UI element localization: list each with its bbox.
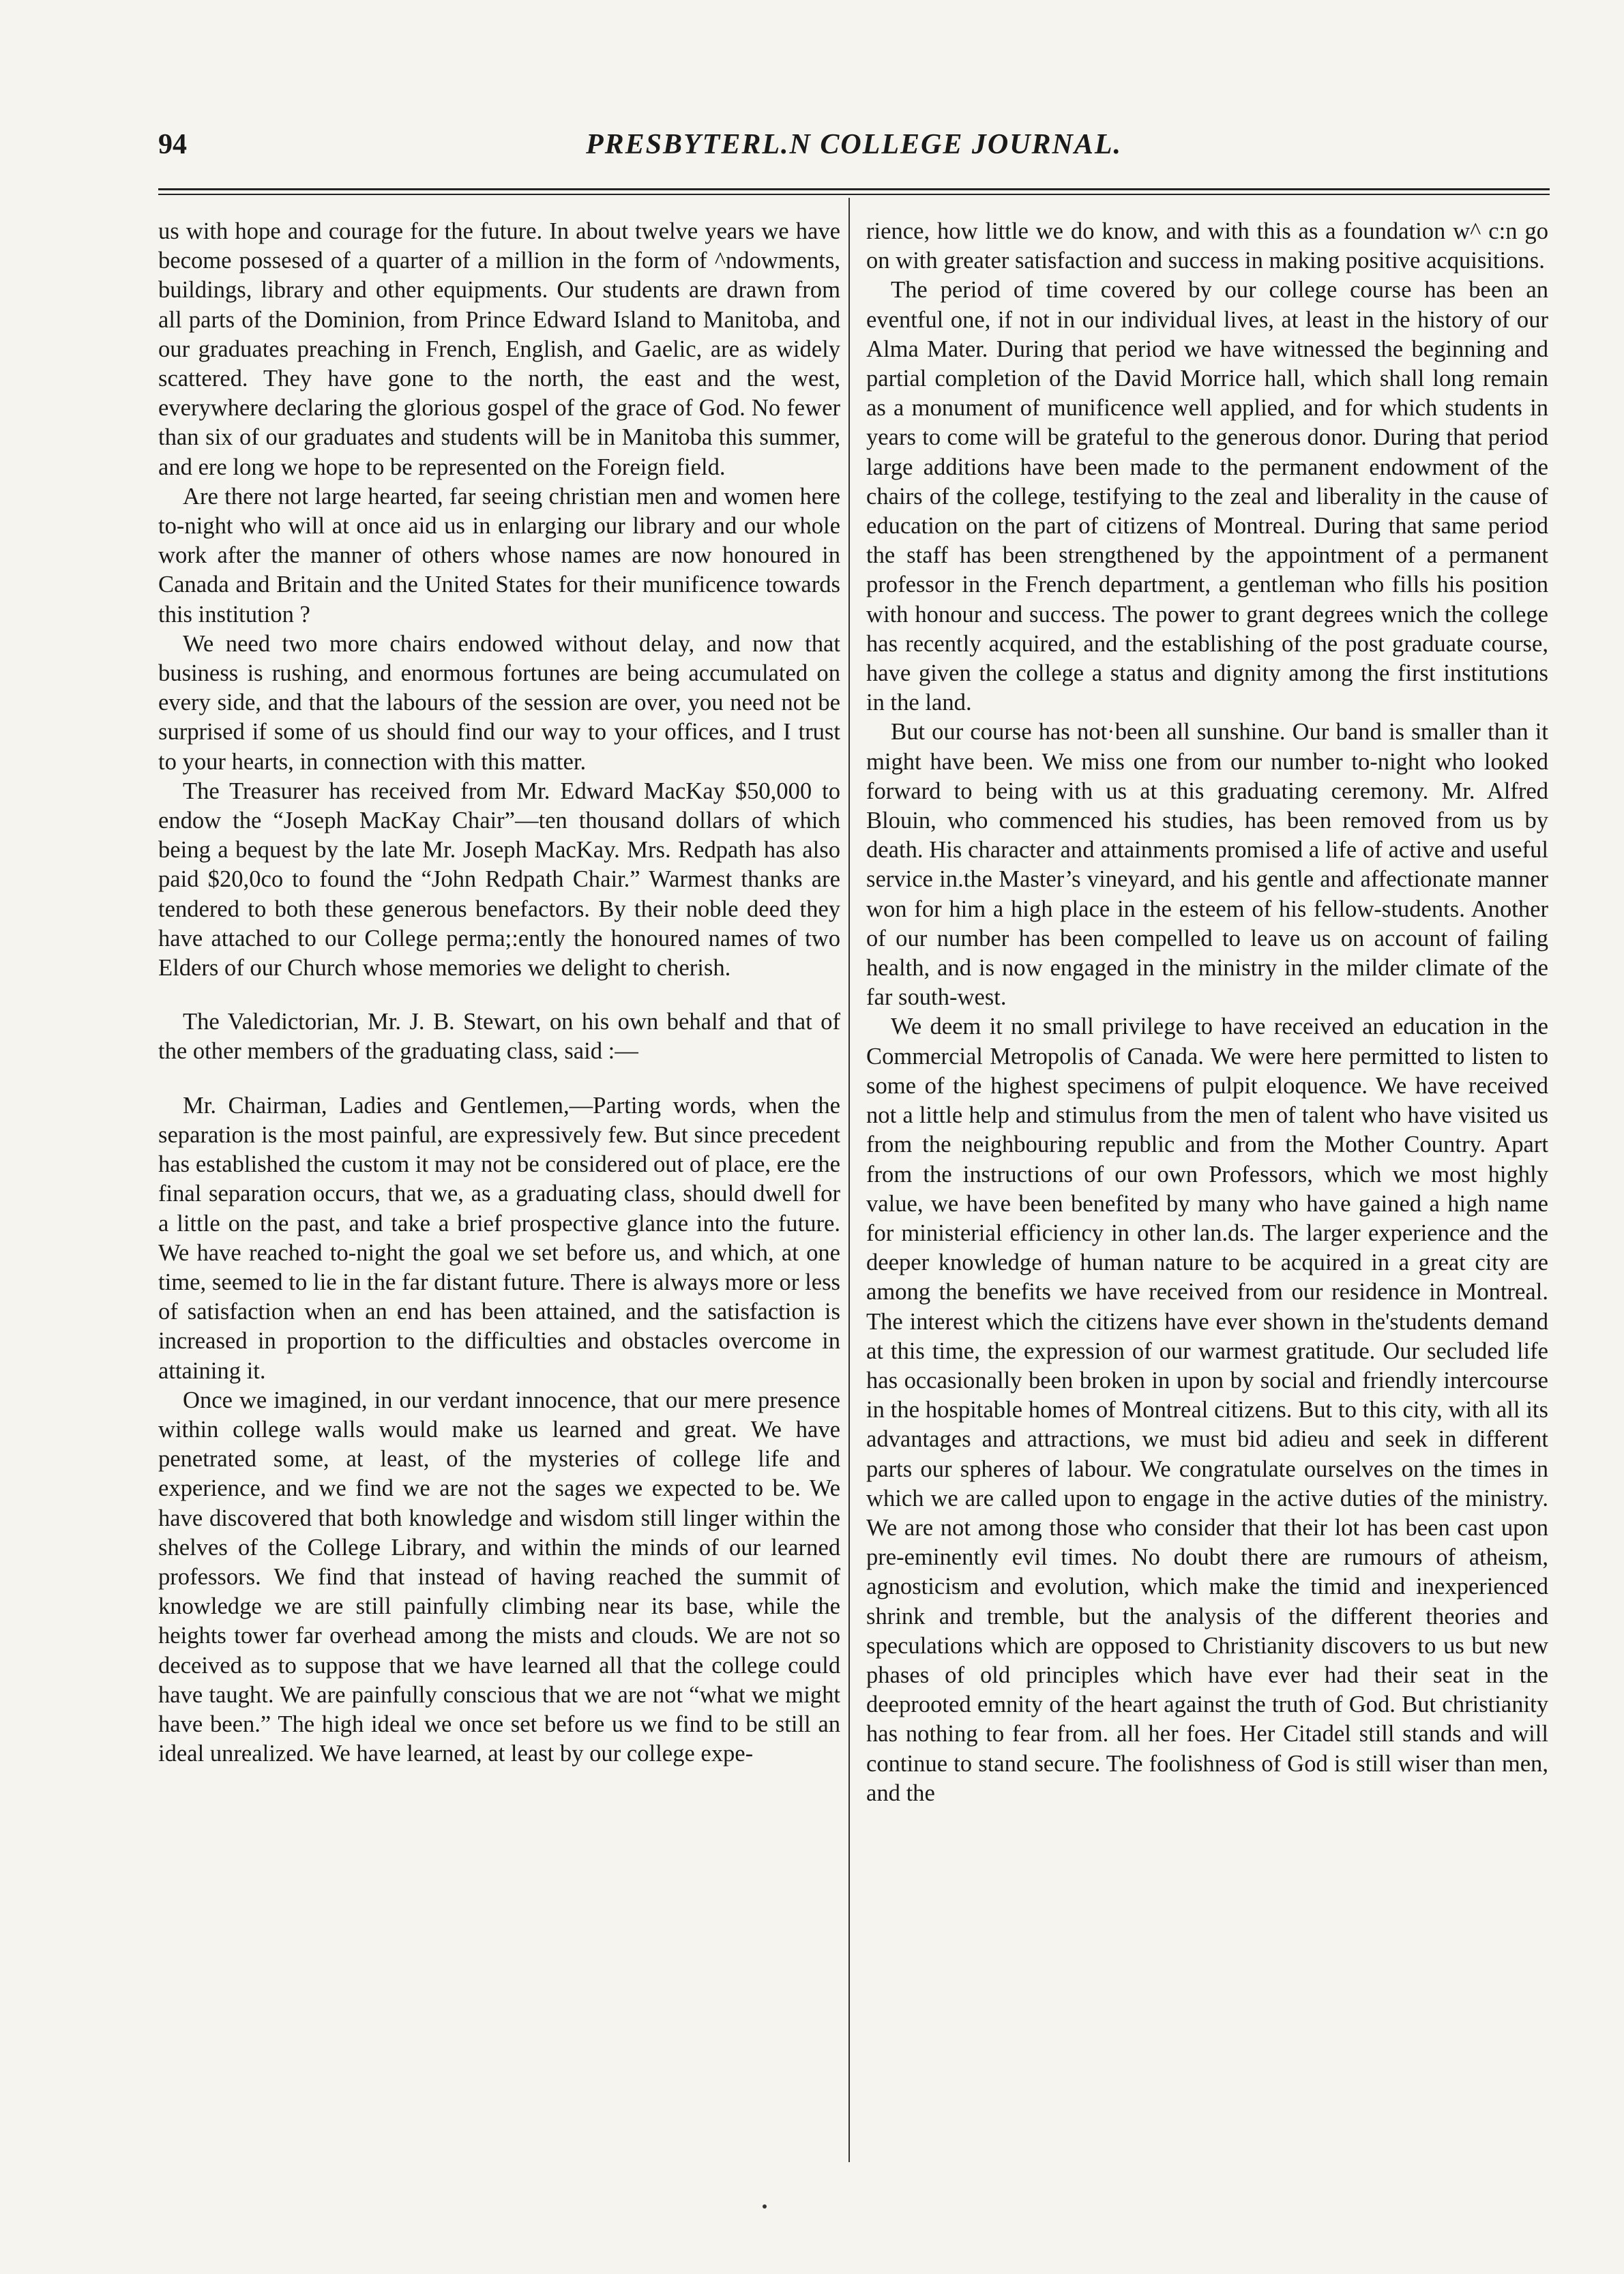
header-rule-thin <box>158 194 1550 195</box>
page-header <box>158 128 1550 176</box>
paragraph: Once we imagined, in our verdant innocence, that our mere presence within college walls would make us learned and great. We have penetrated some, at least, of the mysteries of college life and experience, and we find we are not the sages we expected to be. We have discovered that both knowledge and wisdom still linger within the shelves of the College Library, and within the minds of our learned professors. We find that instead of having reached the summit of knowledge we are still painfully climbing near its base, while the heights tower far overhead among the mists and clouds. We are not so deceived as to suppose that we have learned all that the college could have taught. We are painfully conscious that we are not “what we might have been.” The high ideal we once set before us we find to be still an ideal unrealized. We have learned, at least by our college expe- <box>158 1387 840 1767</box>
paragraph: The period of time covered by our college course has been an eventful one, if not in our individual lives, at least in the history of our Alma Mater. During that period we have witnessed the beginning and partial completion of the David Morrice hall, which shall long remain as a monument of munificence well applied, and for which students in years to come will be grateful to the generous donor. During that period large additions have been made to the permanent endowment of the chairs of the college, testifying to the zeal and liberality in the cause of education on the part of citizens of Montreal. During that same period the staff has been strengthened by the appointment of a permanent professor in the French department, a gentleman who fills his position with honour and success. The power to grant degrees wnich the college has recently acquired, and the establishing of the post graduate course, have given the college a status and dignity among the first institutions in the land. <box>866 277 1548 716</box>
header-rule <box>158 188 1550 190</box>
paragraph: rience, how little we do know, and with this as a foundation w^ c:n go on with greater satisfaction and success in making positive acquisitions. <box>866 218 1548 274</box>
paragraph: The Valedictorian, Mr. J. B. Stewart, on his own behalf and that of the other members of the graduating class, said :— <box>158 1009 840 1065</box>
paragraph: Mr. Chairman, Ladies and Gentlemen,—Parting words, when the separation is the most painful, are expressively few. But since precedent has established the custom it may not be considered out of place, ere the final separation occurs, that we, as a graduating class, should dwell for a little on the past, and take a brief prospective glance into the future. We have reached to-night the goal we set before us, and which, at one time, seemed to lie in the far distant future. There is always more or less of satisfaction when an end has been attained, and the satisfaction is increased in proportion to the difficulties and obstacles overcome in attaining it. <box>158 1092 840 1384</box>
right-column <box>866 217 1548 1808</box>
paragraph: We need two more chairs endowed without delay, and now that business is rushing, and enormous fortunes are being accumulated on every side, and that the labours of the session are over, you need not be surprised if some of us should find our way to your offices, and I trust to your hearts, in connection with this matter. <box>158 630 840 775</box>
paragraph: Are there not large hearted, far seeing christian men and women here to-night who will at once aid us in enlarging our library and our whole work after the manner of others whose names are now honoured in Canada and Britain and the United States for their munificence towards this institution ? <box>158 483 840 627</box>
left-column <box>158 217 840 1769</box>
paragraph: But our course has not·been all sunshine. Our band is smaller than it might have been. We miss one from our number to-night who looked forward to being with us at this graduating ceremony. Mr. Alfred Blouin, who commenced his studies, has been removed from us by death. His character and attainments promised a life of active and useful service in.the Master’s vineyard, and his gentle and affectionate manner won for him a high place in the esteem of his fellow-students. Another of our number has been compelled to leave us on account of failing health, and is now engaged in the ministry in the milder climate of the far south-west. <box>866 719 1548 1011</box>
paragraph: We deem it no small privilege to have received an education in the Commercial Metropolis of Canada. We were here permitted to listen to some of the highest specimens of pulpit eloquence. We have received not a little help and stimulus from the men of talent who have visited us from the neighbouring republic and from the Mother Country. Apart from the instructions of our own Professors, which we most highly value, we have been benefited by many who have gained a high name for ministerial efficiency in other lan.ds. The larger experience and the deeper knowledge of human nature to be acquired in a great city are among the benefits we have received from our residence in Montreal. The interest which the citizens have ever shown in the'students demand at this time, the expression of our warmest gratitude. Our secluded life has occasionally been broken in upon by social and friendly intercourse in the hospitable homes of Montreal citizens. But to this city, with all its advantages and attractions, we must bid adieu and seek in different parts our spheres of labour. We congratulate ourselves on the times in which we are called upon to engage in the active duties of the ministry. We are not among those who consider that their lot has been cast upon pre-eminently evil times. No doubt there are rumours of atheism, agnosticism and evolution, which make the timid and inexperienced shrink and tremble, but the analysis of the different theories and speculations which are opposed to Christianity discovers to us but new phases of old principles which have ever had their seat in the deeprooted emnity of the heart against the truth of God. But christianity has nothing to fear from. all her foes. Her Citadel still stands and will continue to stand secure. The foolishness of God is still wiser than men, and the <box>866 1014 1548 1806</box>
paragraph: The Treasurer has received from Mr. Edward MacKay $50,000 to endow the “Joseph MacKay Chair”—ten thousand dollars of which being a bequest by the late Mr. Joseph MacKay. Mrs. Redpath has also paid $20,0co to found the “John Redpath Chair.” Warmest thanks are tendered to both these generous benefactors. By their noble deed they have attached to our College perma;:ently the honoured names of two Elders of our Church whose memories we delight to cherish. <box>158 778 840 981</box>
page-mark <box>763 2204 767 2209</box>
paragraph: us with hope and courage for the future. In about twelve years we have become possesed of a quarter of a million in the form of ^ndowments, buildings, library and other equipments. Our students are drawn from all parts of the Dominion, from Prince Edward Island to Manitoba, and our graduates preaching in French, English, and Gaelic, are as widely scattered. They have gone to the north, the east and the west, everywhere declaring the glorious gospel of the grace of God. No fewer than six of our graduates and students will be in Manitoba this summer, and ere long we hope to be represented on the Foreign field. <box>158 218 840 480</box>
page-number: 94 <box>158 129 187 160</box>
journal-title: PRESBYTERL.N COLLEGE JOURNAL. <box>585 129 1123 160</box>
column-divider <box>848 198 850 2162</box>
